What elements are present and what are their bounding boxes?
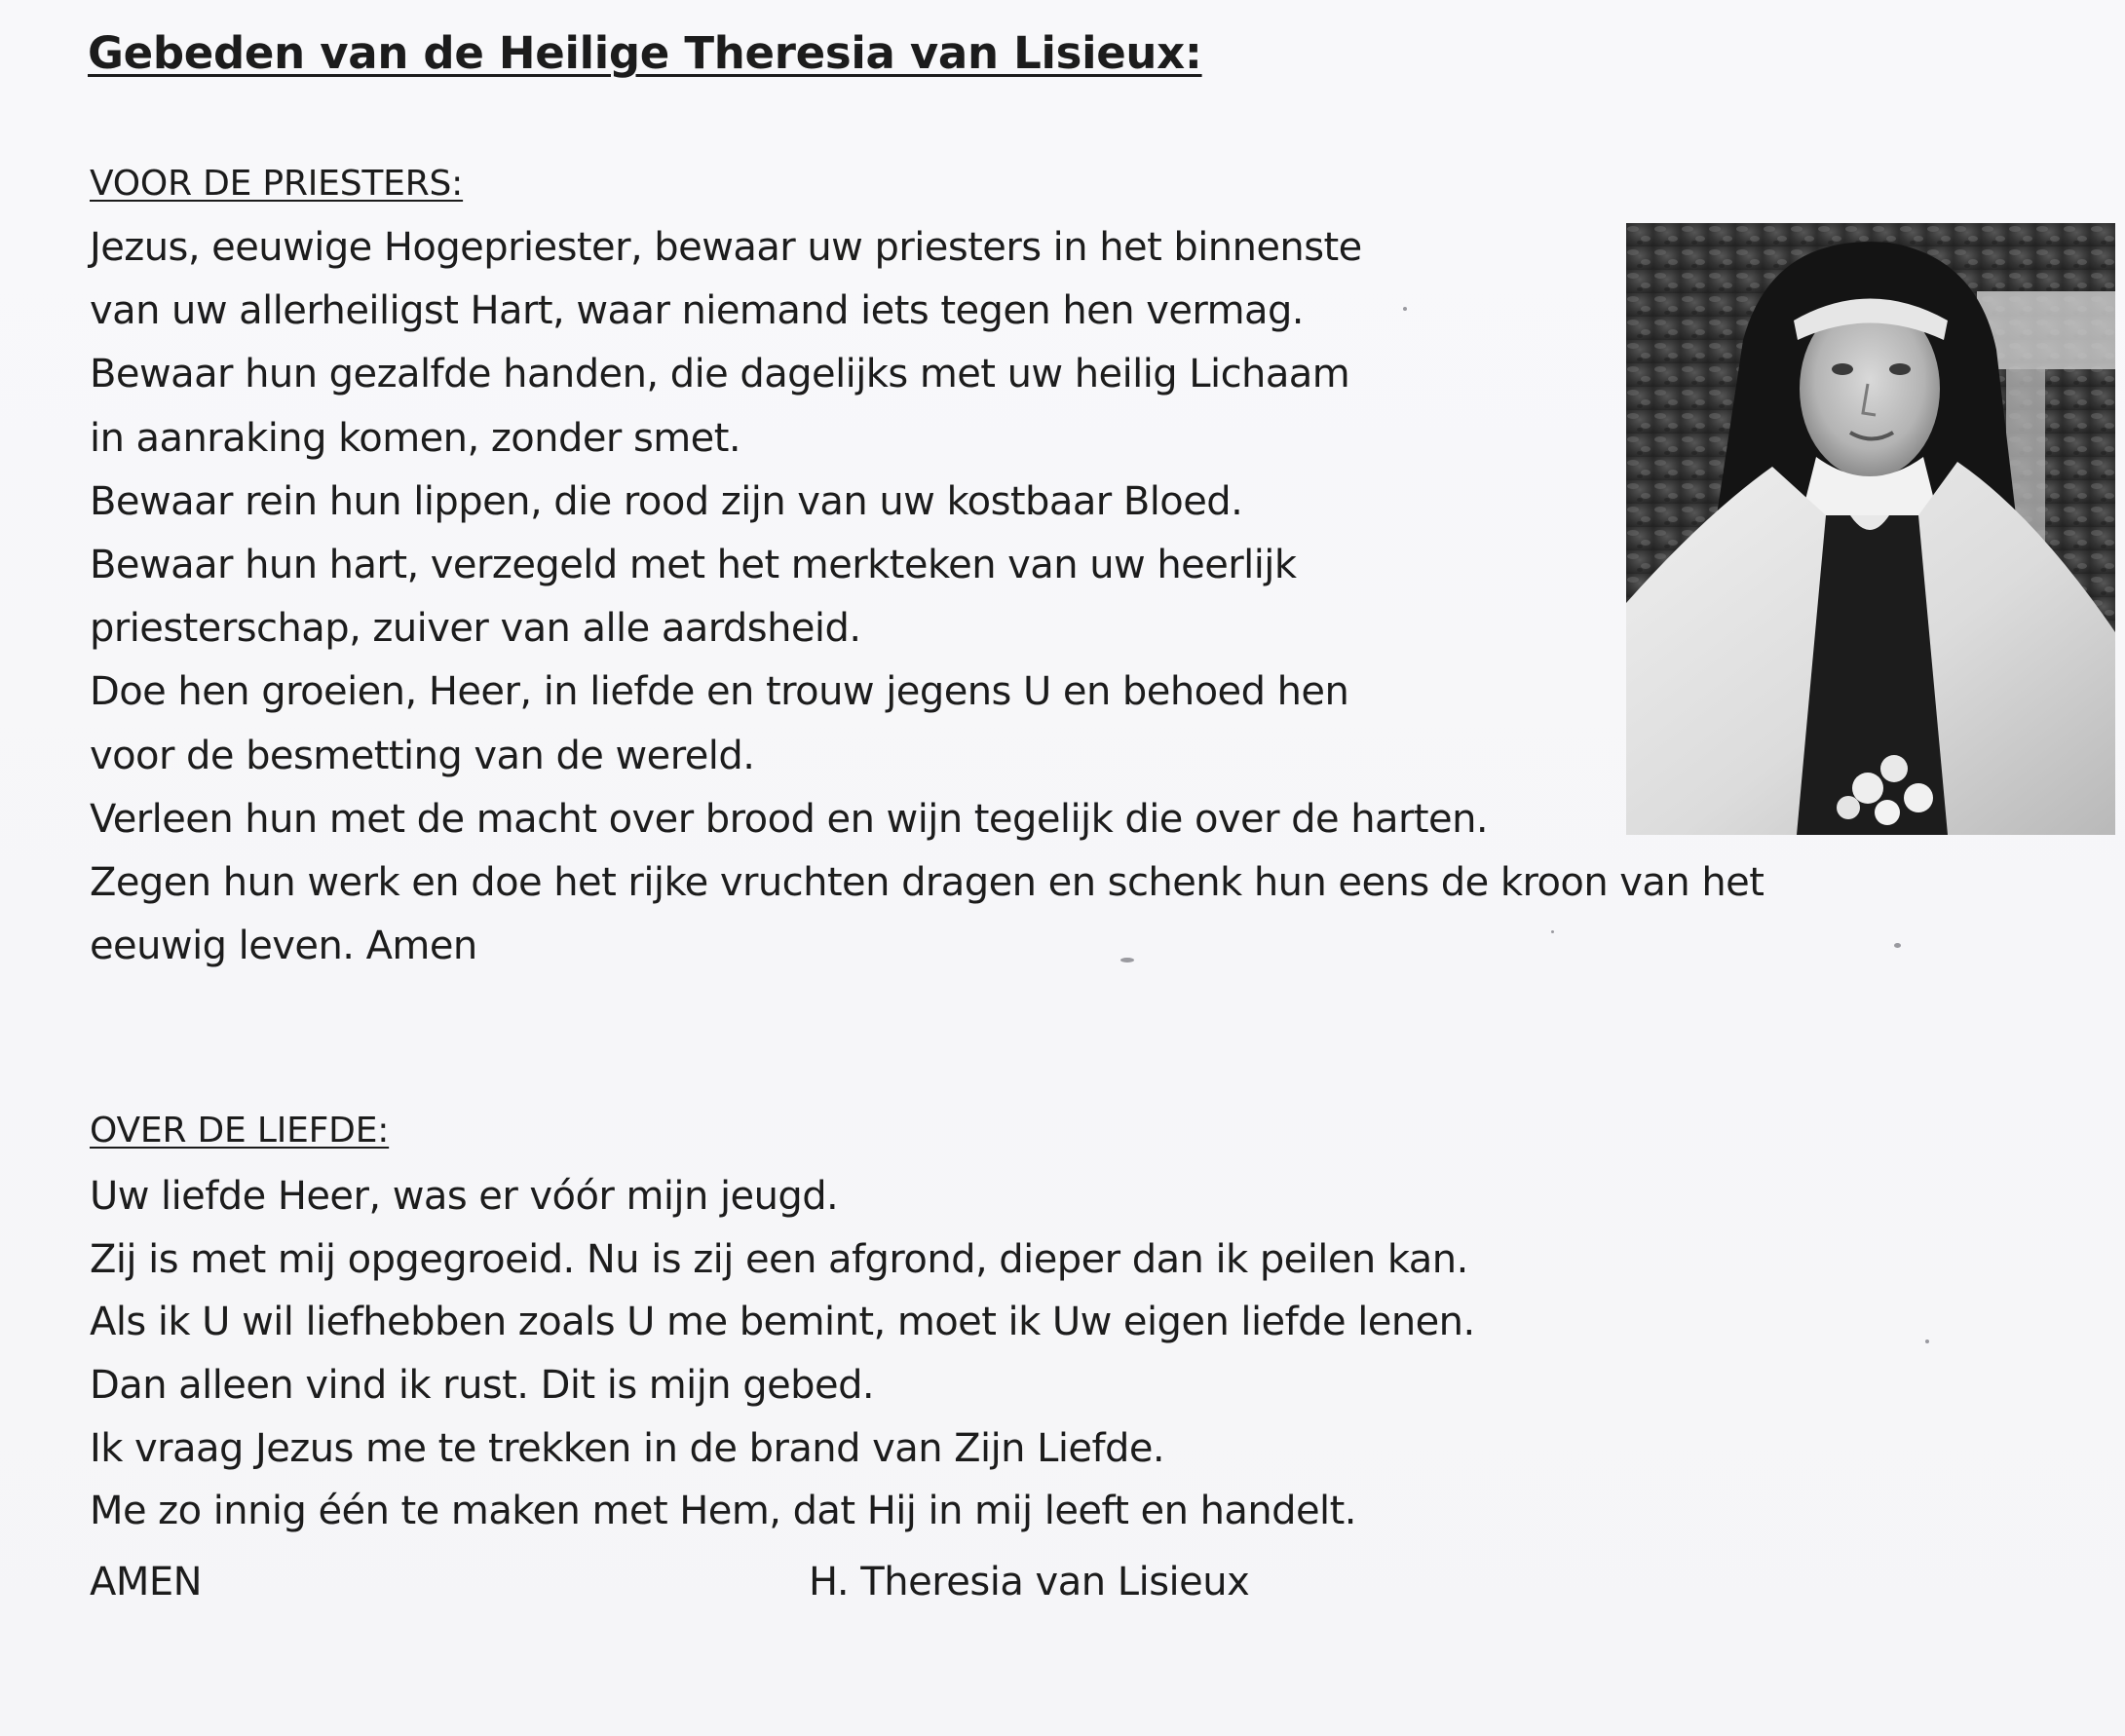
prayer-line: Me zo innig één te maken met Hem, dat Hij in mij leeft en handelt. xyxy=(90,1489,1356,1534)
prayer-line: Als ik U wil liefhebben zoals U me bemint, moet ik Uw eigen liefde lenen. xyxy=(90,1300,1475,1345)
scan-speck xyxy=(1120,958,1134,962)
prayer-priesters xyxy=(90,216,1764,978)
prayer-line: Zij is met mij opgegroeid. Nu is zij een afgrond, dieper dan ik peilen kan. xyxy=(90,1236,1468,1282)
scan-speck xyxy=(1894,943,1901,948)
prayer-line: van uw allerheiligst Hart, waar niemand iets tegen hen vermag. xyxy=(90,288,1304,334)
prayer-line: Verleen hun met de macht over brood en wijn tegelijk die over de harten. xyxy=(90,796,1489,842)
page-title: Gebeden van de Heilige Theresia van Lisieux: xyxy=(88,27,1202,79)
portrait-photo xyxy=(1626,223,2115,835)
signature: H. Theresia van Lisieux xyxy=(809,1560,1250,1604)
prayer-line: priesterschap, zuiver van alle aardsheid. xyxy=(90,606,861,652)
prayer-line: Doe hen groeien, Heer, in liefde en trouw jegens U en behoed hen xyxy=(90,669,1349,715)
prayer-line: Bewaar hun gezalfde handen, die dagelijks met uw heilig Lichaam xyxy=(90,352,1350,397)
prayer-line: Ik vraag Jezus me te trekken in de brand van Zijn Liefde. xyxy=(90,1425,1165,1471)
scan-speck xyxy=(1551,930,1554,933)
section-heading-priesters: VOOR DE PRIESTERS: xyxy=(90,164,464,204)
scan-speck xyxy=(1925,1340,1929,1343)
prayer-line: Bewaar hun hart, verzegeld met het merkteken van uw heerlijk xyxy=(90,542,1297,587)
scan-speck xyxy=(1403,307,1407,311)
prayer-line: voor de besmetting van de wereld. xyxy=(90,733,755,778)
prayer-line: Zegen hun werk en doe het rijke vruchten dragen en schenk hun eens de kroon van het xyxy=(90,859,1765,905)
prayer-line: in aanraking komen, zonder smet. xyxy=(90,415,741,461)
prayer-liefde xyxy=(90,1165,1475,1543)
prayer-line: Uw liefde Heer, was er vóór mijn jeugd. xyxy=(90,1174,839,1219)
section-heading-liefde: OVER DE LIEFDE: xyxy=(90,1111,390,1151)
prayer-line: eeuwig leven. Amen xyxy=(90,924,477,969)
prayer-line: Bewaar rein hun lippen, die rood zijn van uw kostbaar Bloed. xyxy=(90,478,1243,524)
prayer-line: Jezus, eeuwige Hogepriester, bewaar uw priesters in het binnenste xyxy=(90,225,1362,270)
closing-amen: AMEN xyxy=(90,1560,203,1604)
prayer-line: Dan alleen vind ik rust. Dit is mijn gebed. xyxy=(90,1363,875,1409)
